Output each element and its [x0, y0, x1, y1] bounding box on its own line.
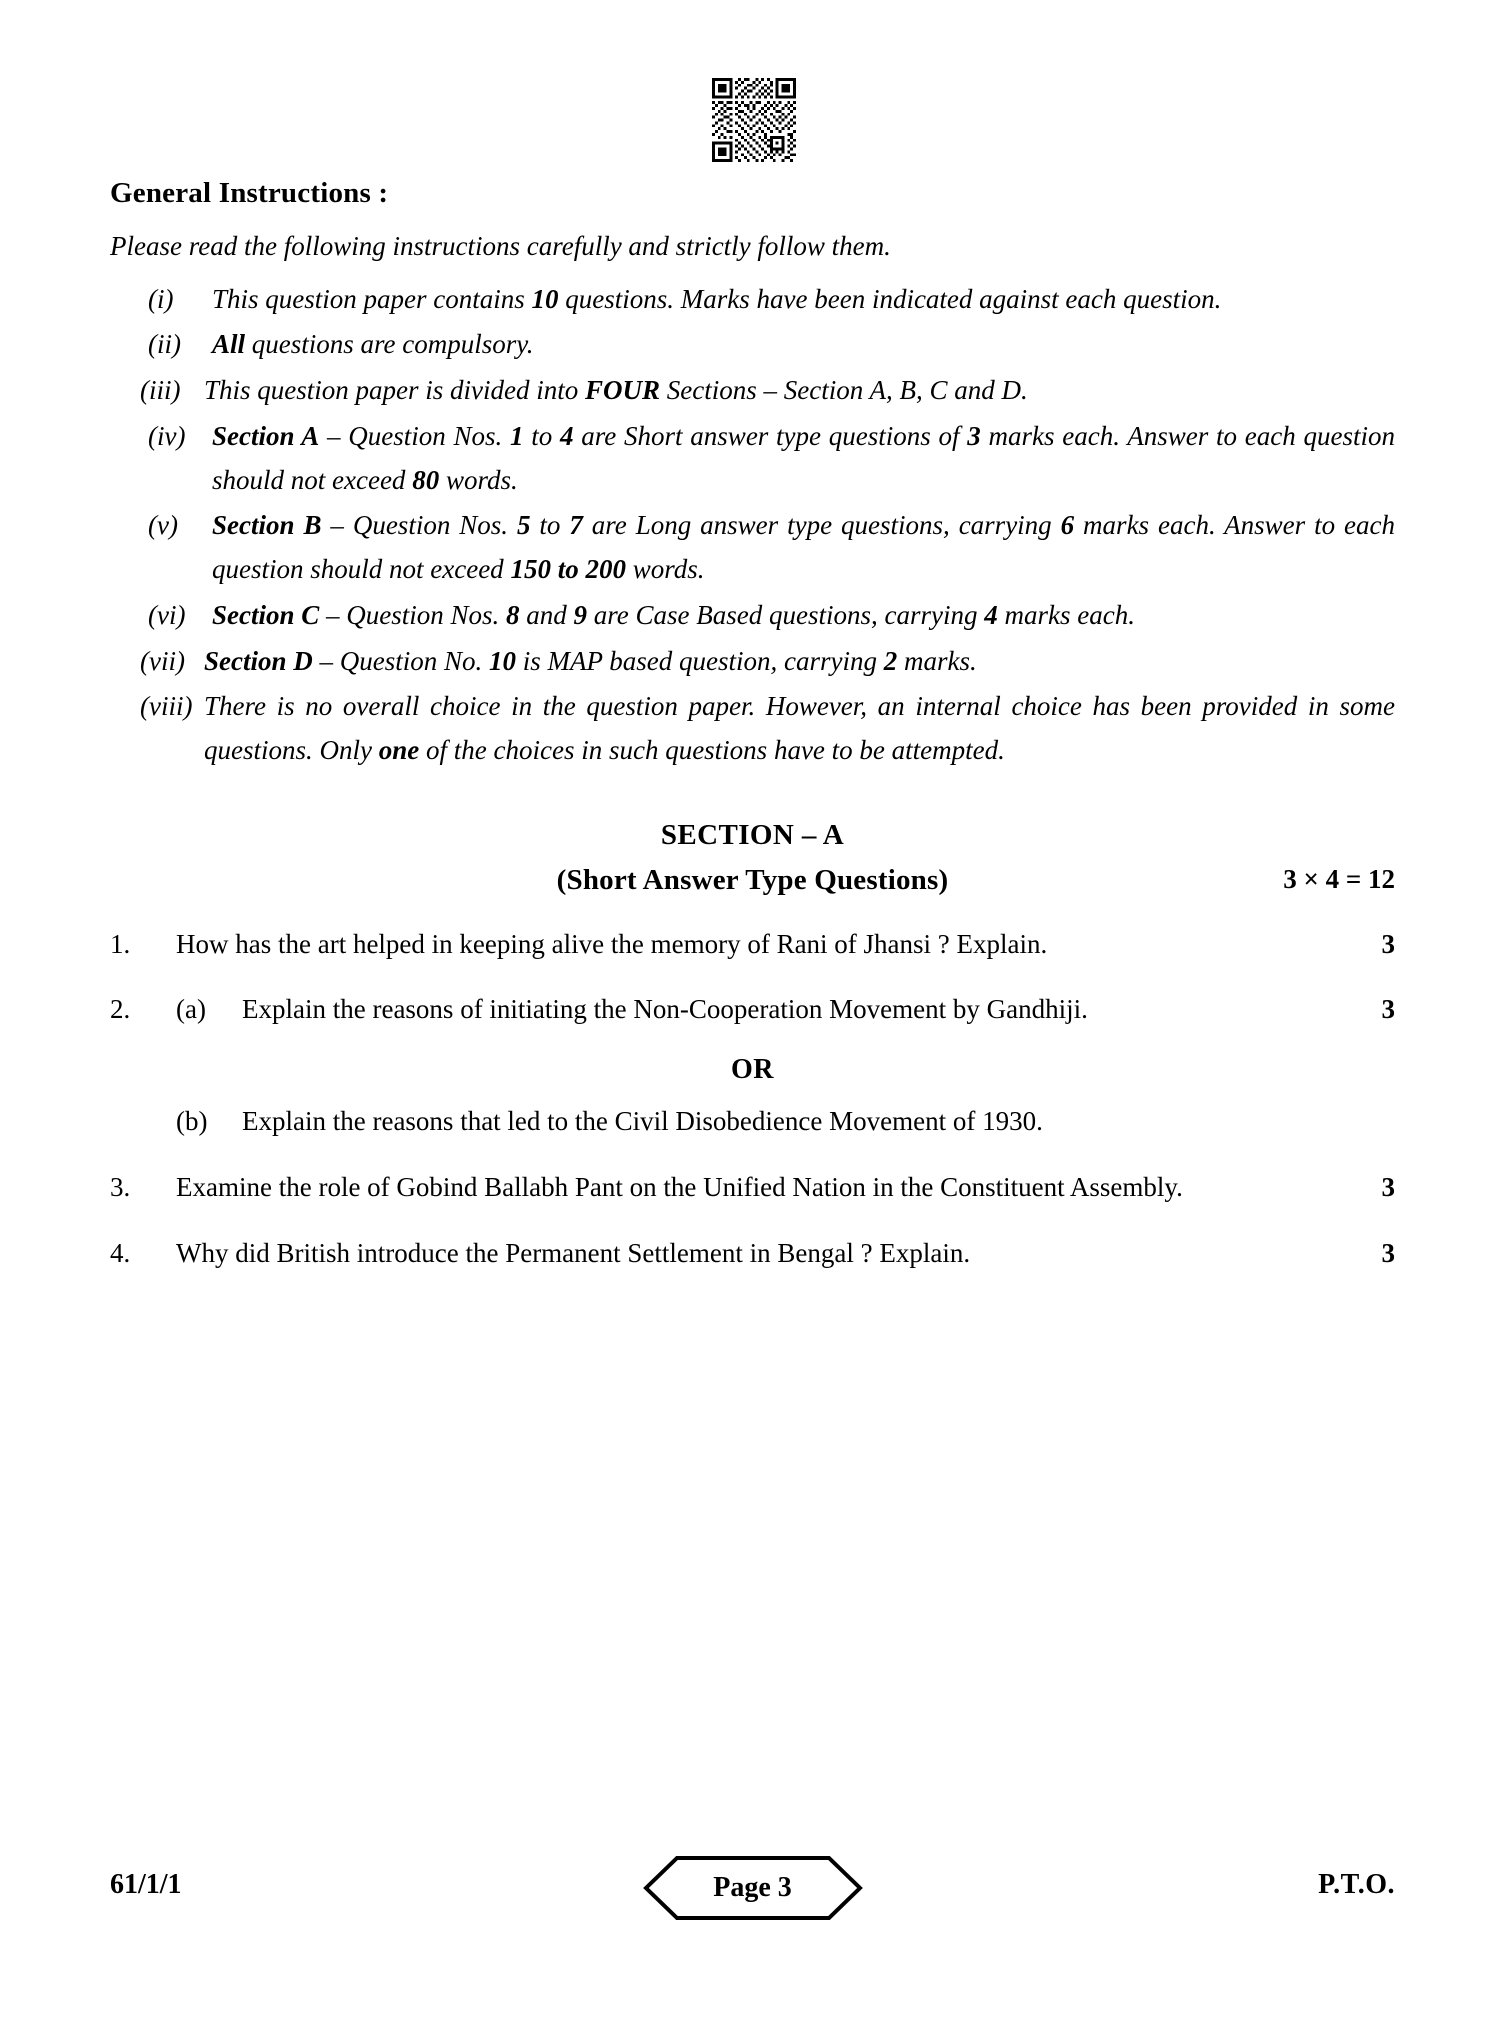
question-number: 1.: [110, 928, 131, 959]
general-instructions-subheading: Please read the following instructions carefully and strictly follow them.: [110, 230, 891, 261]
instruction-text: Section D – Question No. 10 is MAP based question, carrying 2 marks.: [204, 645, 977, 676]
question-number: 3.: [110, 1171, 131, 1202]
question-marks: 3: [1381, 1171, 1395, 1202]
questions-list: [110, 923, 1395, 1276]
instruction-marker: (vii): [140, 645, 185, 676]
question-row: [110, 988, 1395, 1032]
paper-code: 61/1/1: [110, 1869, 182, 1900]
page-number-label: Page 3: [713, 1872, 792, 1903]
instruction-text: There is no overall choice in the question paper. However, an internal choice has been provided in some questions. Only one of the choices in such questions have to be attempted.: [204, 691, 1395, 765]
instruction-text: All questions are compulsory.: [212, 329, 534, 360]
instruction-marker: (vi): [148, 599, 186, 630]
question-sub-label: (a): [176, 994, 206, 1025]
instruction-item: [110, 369, 1395, 413]
instruction-marker: (ii): [148, 329, 181, 360]
instruction-marker: (iii): [140, 375, 181, 406]
or-divider: OR: [731, 1054, 774, 1086]
general-instructions-heading: General Instructions :: [110, 177, 389, 209]
question-number: 4.: [110, 1237, 131, 1268]
question-text: How has the art helped in keeping alive the memory of Rani of Jhansi ? Explain.: [176, 928, 1048, 959]
page-footer: [110, 1855, 1395, 1925]
question-text: Explain the reasons that led to the Civil Disobedience Movement of 1930.: [242, 1106, 1043, 1137]
question-sub-label: (b): [176, 1106, 208, 1137]
pto-label: P.T.O.: [1318, 1869, 1395, 1900]
section-subtitle: (Short Answer Type Questions): [556, 863, 949, 896]
question-row: [110, 1166, 1395, 1210]
instruction-item: [110, 504, 1395, 591]
instruction-marker: (iv): [148, 420, 186, 451]
section-title: SECTION – A: [660, 818, 845, 851]
question-text: Examine the role of Gobind Ballabh Pant on the Unified Nation in the Constituent Assembly.: [176, 1171, 1183, 1202]
instruction-marker: (v): [148, 510, 178, 541]
question-text: Why did British introduce the Permanent Settlement in Bengal ? Explain.: [176, 1237, 971, 1268]
instruction-text: Section C – Question Nos. 8 and 9 are Case Based questions, carrying 4 marks each.: [212, 599, 1135, 630]
question-text: Explain the reasons of initiating the Non-Cooperation Movement by Gandhiji.: [242, 994, 1088, 1025]
question-row: [110, 1232, 1395, 1276]
instruction-item: [110, 415, 1395, 502]
section-marks-total: 3 × 4 = 12: [1283, 863, 1395, 894]
qr-code-icon: [712, 78, 796, 162]
document-body: [110, 178, 1395, 1297]
instructions-list: [110, 278, 1395, 773]
question-number: 2.: [110, 994, 131, 1025]
question-row: [110, 1100, 1395, 1144]
instruction-item: [110, 278, 1395, 322]
instruction-text: Section B – Question Nos. 5 to 7 are Long answer type questions, carrying 6 marks each. Answer to each question should not exceed 150 to 200 words.: [212, 510, 1396, 585]
question-marks: 3: [1381, 1237, 1395, 1268]
instruction-marker: (viii): [140, 691, 193, 722]
instruction-item: [110, 640, 1395, 684]
question-row: [110, 923, 1395, 967]
instruction-item: [110, 323, 1395, 367]
question-marks: 3: [1381, 928, 1395, 959]
page-number-badge: [643, 1855, 863, 1921]
section-a-header-block: [110, 819, 1395, 897]
instruction-text: This question paper contains 10 questions. Marks have been indicated against each question.: [212, 283, 1222, 314]
instruction-marker: (i): [148, 283, 174, 314]
instruction-item: [110, 594, 1395, 638]
instruction-item: [110, 685, 1395, 772]
instruction-text: Section A – Question Nos. 1 to 4 are Short answer type questions of 3 marks each. Answer to each question should not exceed 80 words.: [212, 420, 1395, 495]
instruction-text: This question paper is divided into FOUR Sections – Section A, B, C and D.: [204, 375, 1028, 406]
question-marks: 3: [1381, 994, 1395, 1025]
